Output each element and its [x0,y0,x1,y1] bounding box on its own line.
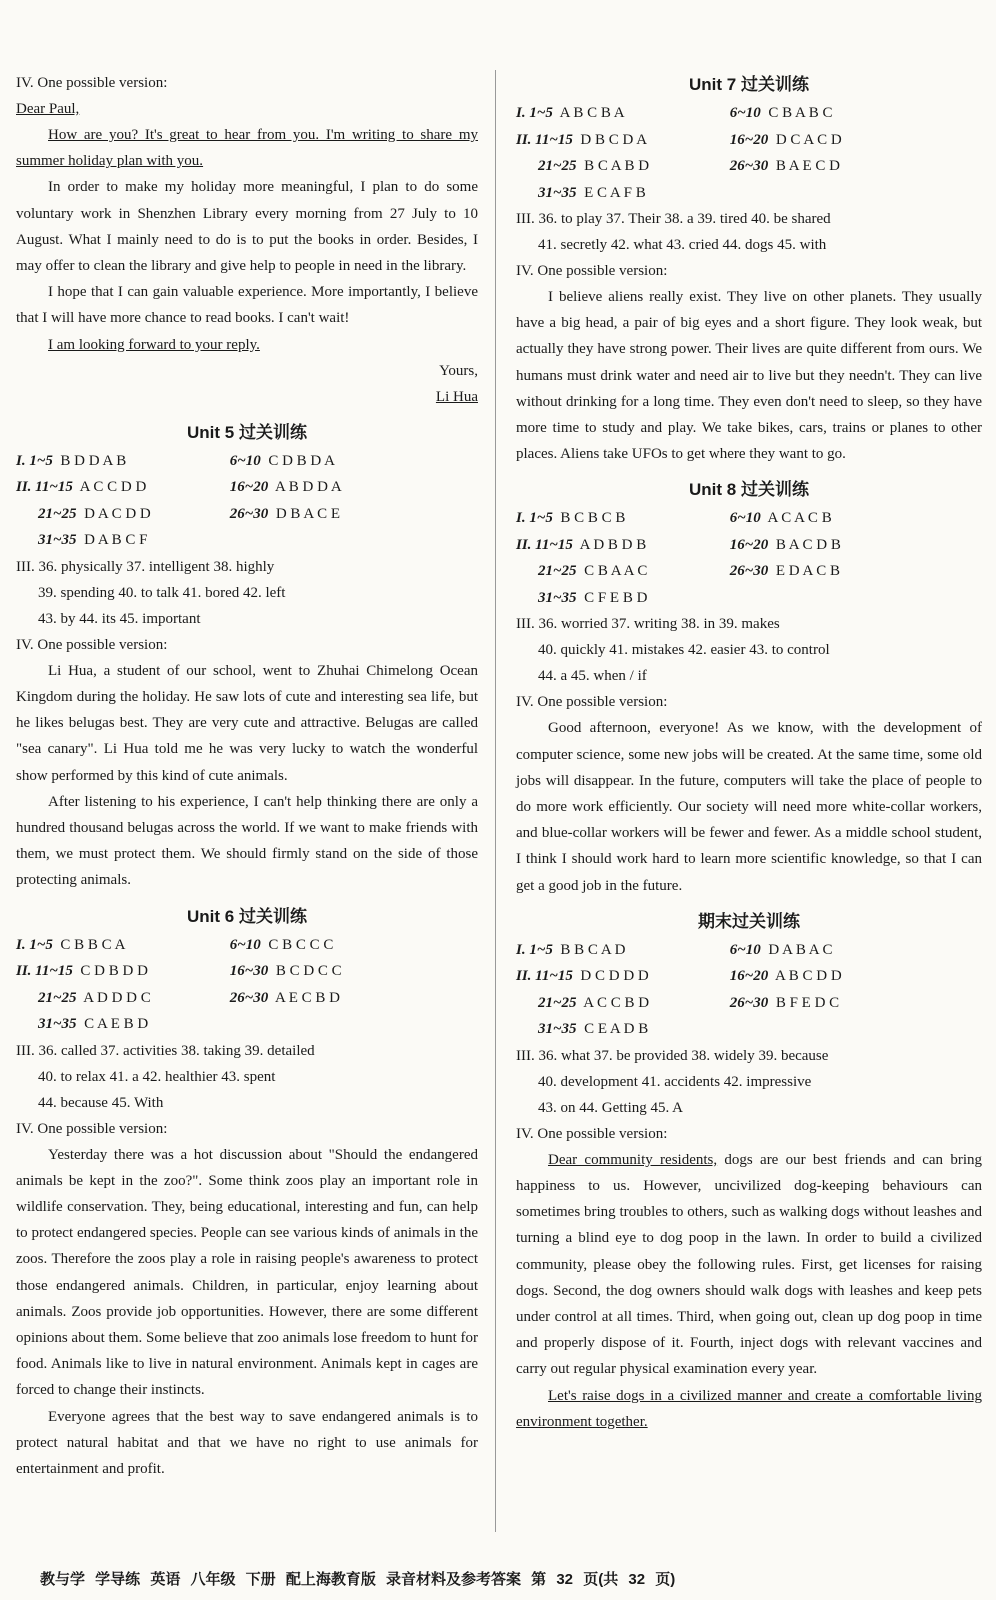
unit6-iv-label: IV. One possible version: [16,1120,168,1137]
letter-closing: Yours, [439,362,478,379]
final-iii-line-1: III. 36. what 37. be provided 38. widely 39. because [516,1047,829,1064]
unit5-iv-label: IV. One possible version: [16,636,168,653]
unit7-answers-row-1: I. 1~5 A B C B A 6~10 C B A B C [516,105,833,121]
unit4-paragraph-1: How are you? It's great to hear from you. I'm writing to share my summer holiday plan with you. [16,127,478,170]
unit6-answers-row-4: 31~35 C A E B D [38,1016,149,1033]
unit8-title: Unit 8 过关训练 [689,480,809,500]
unit7-iii-line-1: III. 36. to play 37. Their 38. a 39. tired 40. be shared [516,211,831,227]
unit5-title: Unit 5 过关训练 [187,422,307,442]
unit5-iii-line-2: 39. spending 40. to talk 41. bored 42. left [38,584,286,601]
unit8-answers-row-3: 21~25 C B A A C 26~30 E D A C B [538,563,840,580]
right-column [516,70,982,1435]
unit5-answers-row-4: 31~35 D A B C F [38,532,148,549]
unit6-paragraph-1: Yesterday there was a hot discussion about "Should the endangered animals be kept in the zoo?". Some think zoos play an important role in wildlife conservation. They, being educational, interesting and fun, can help to protect endangered species. People can see various kinds of animals in the zoos. Therefore the zoos play a role in raising people's awareness to protect those endangered animals. Children, in particular, enjoy learning about animals. Zoos provide job opportunities. However, there are some different opinions about them. Some believe that zoo animals lose freedom to hunt for food. Animals like to live in natural environment. Animals kept in cages are forced to change their instincts. [16,1146,478,1399]
unit7-paragraph-1: I believe aliens really exist. They live on other planets. They usually have a big head, a pair of big eyes and a short figure. They look weak, but actually they have strong power. Their lives are quite different from ours. We humans must drink water and need air to live but they needn't. They can live without drinking for a long time. They even don't need to sleep, so they have more time to study and play. We take bikes, cars, trains or planes to other places. Aliens take UFOs to get where they want to go. [516,289,982,463]
unit6-answers-row-3: 21~25 A D D D C 26~30 A E C B D [38,989,341,1006]
final-paragraph-2: Let's raise dogs in a civilized manner and create a comfortable living environment together. [516,1387,982,1430]
final-iv-label: IV. One possible version: [516,1125,668,1142]
unit5-iii-line-1: III. 36. physically 37. intelligent 38. highly [16,558,275,575]
final-answers-row-4: 31~35 C E A D B [538,1021,649,1038]
unit7-answers-row-2: II. 11~15 D B C D A 16~20 D C A C D [516,131,842,148]
final-answers-row-2: II. 11~15 D C D D D 16~20 A B C D D [516,968,842,985]
unit6-iii-line-1: III. 36. called 37. activities 38. taking 39. detailed [16,1042,315,1059]
unit8-answers-row-4: 31~35 C F E B D [538,589,648,606]
final-paragraph-1: Dear community residents, dogs are our best friends and can bring happiness to us. However, uncivilized dog-keeping behaviours can sometimes bring troubles to others, such as walking dogs without leashes and turning a blind eye to dog poop in the lawn. In order to build a civilized community, please obey the following rules. First, get licenses for raising dogs. Second, the dog owners should walk dogs with leashes and keep pets under control at all times. Third, when going out, clean up dog poop in time and properly dispose of it. Fourth, inject dogs with relevant vaccines and carry out regular physical examination every year. [516,1151,982,1378]
unit4-iv-label: IV. One possible version: [16,75,168,91]
letter-signature: Li Hua [435,388,478,405]
unit5-paragraph-1: Li Hua, a student of our school, went to Zhuhai Chimelong Ocean Kingdom during the holiday. He saw lots of cute and interesting sea life, but he likes belugas best. They are very cute and attractive. Belugas are called "sea canary". Li Hua told me he was very lucky to watch the wonderful show performed by this kind of cute animals. [16,662,478,784]
unit7-iii-line-2: 41. secretly 42. what 43. cried 44. dogs 45. with [538,237,827,253]
unit5-answers-row-3: 21~25 D A C D D 26~30 D B A C E [38,505,340,522]
letter-greeting: Dear Paul, [16,101,80,117]
unit8-iii-line-1: III. 36. worried 37. writing 38. in 39. makes [516,616,780,633]
unit8-paragraph-1: Good afternoon, everyone! As we know, with the development of computer science, some new jobs will be created. At the same time, some old jobs will disappear. In the future, computers will take the place of people to do more work efficiently. Our society will need more white-collar workers, and blue-collar workers will be fewer and fewer. As a middle school student, I think I should work hard to learn more scientific knowledge, so that I can get a good job in the future. [516,720,982,894]
unit4-paragraph-3: I hope that I can gain valuable experience. More importantly, I believe that I will have more chance to read books. I can't wait! [16,284,478,327]
final-title: 期末过关训练 [698,911,800,931]
unit4-paragraph-2: In order to make my holiday more meaningful, I plan to do some voluntary work in Shenzhen Library every morning from 27 July to 10 August. What I mainly need to do is to put the books in order. Besides, I may offer to clean the library and give help to people in need in the library. [16,179,478,275]
column-divider [495,70,496,1532]
final-answers-row-3: 21~25 A C C B D 26~30 B F E D C [538,994,840,1011]
unit5-paragraph-2: After listening to his experience, I can't help thinking there are only a hundred thousand belugas across the world. If we want to make friends with them, we must protect them. We should firmly stand on the side of those protecting animals. [16,793,478,889]
unit8-answers-row-1: I. 1~5 B C B C B 6~10 A C A C B [516,510,832,527]
unit7-title: Unit 7 过关训练 [689,75,809,94]
unit8-answers-row-2: II. 11~15 A D B D B 16~20 B A C D B [516,536,841,553]
left-column [16,70,478,1482]
unit6-paragraph-2: Everyone agrees that the best way to save endangered animals is to protect natural habitat and that we have no right to use animals for entertainment and profit. [16,1408,478,1478]
unit7-answers-row-3: 21~25 B C A B D 26~30 B A E C D [538,158,840,174]
unit6-answers-row-2: II. 11~15 C D B D D 16~30 B C D C C [16,963,342,980]
unit7-iv-label: IV. One possible version: [516,263,668,279]
unit8-iii-line-2: 40. quickly 41. mistakes 42. easier 43. to control [538,642,830,659]
final-iii-line-2: 40. development 41. accidents 42. impressive [538,1073,812,1090]
unit5-answers-row-1: I. 1~5 B D D A B 6~10 C D B D A [16,452,335,469]
final-greeting: Dear community residents, [548,1151,718,1168]
unit5-answers-row-2: II. 11~15 A C C D D 16~20 A B D D A [16,479,342,496]
final-iii-line-3: 43. on 44. Getting 45. A [538,1099,683,1116]
unit7-answers-row-4: 31~35 E C A F B [538,184,646,201]
unit6-answers-row-1: I. 1~5 C B B C A 6~10 C B C C C [16,936,334,953]
unit5-iii-line-3: 43. by 44. its 45. important [38,610,201,627]
unit6-iii-line-2: 40. to relax 41. a 42. healthier 43. spent [38,1068,276,1085]
unit8-iii-line-3: 44. a 45. when / if [538,668,647,685]
unit4-paragraph-4: I am looking forward to your reply. [48,336,260,353]
unit6-title: Unit 6 过关训练 [187,906,307,926]
unit6-iii-line-3: 44. because 45. With [38,1094,164,1111]
final-answers-row-1: I. 1~5 B B C A D 6~10 D A B A C [516,941,833,958]
unit8-iv-label: IV. One possible version: [516,694,668,711]
page-footer: 教与学 学导练 英语 八年级 下册 配上海教育版 录音材料及参考答案 第 32 页(共 32 页) [40,1571,676,1588]
